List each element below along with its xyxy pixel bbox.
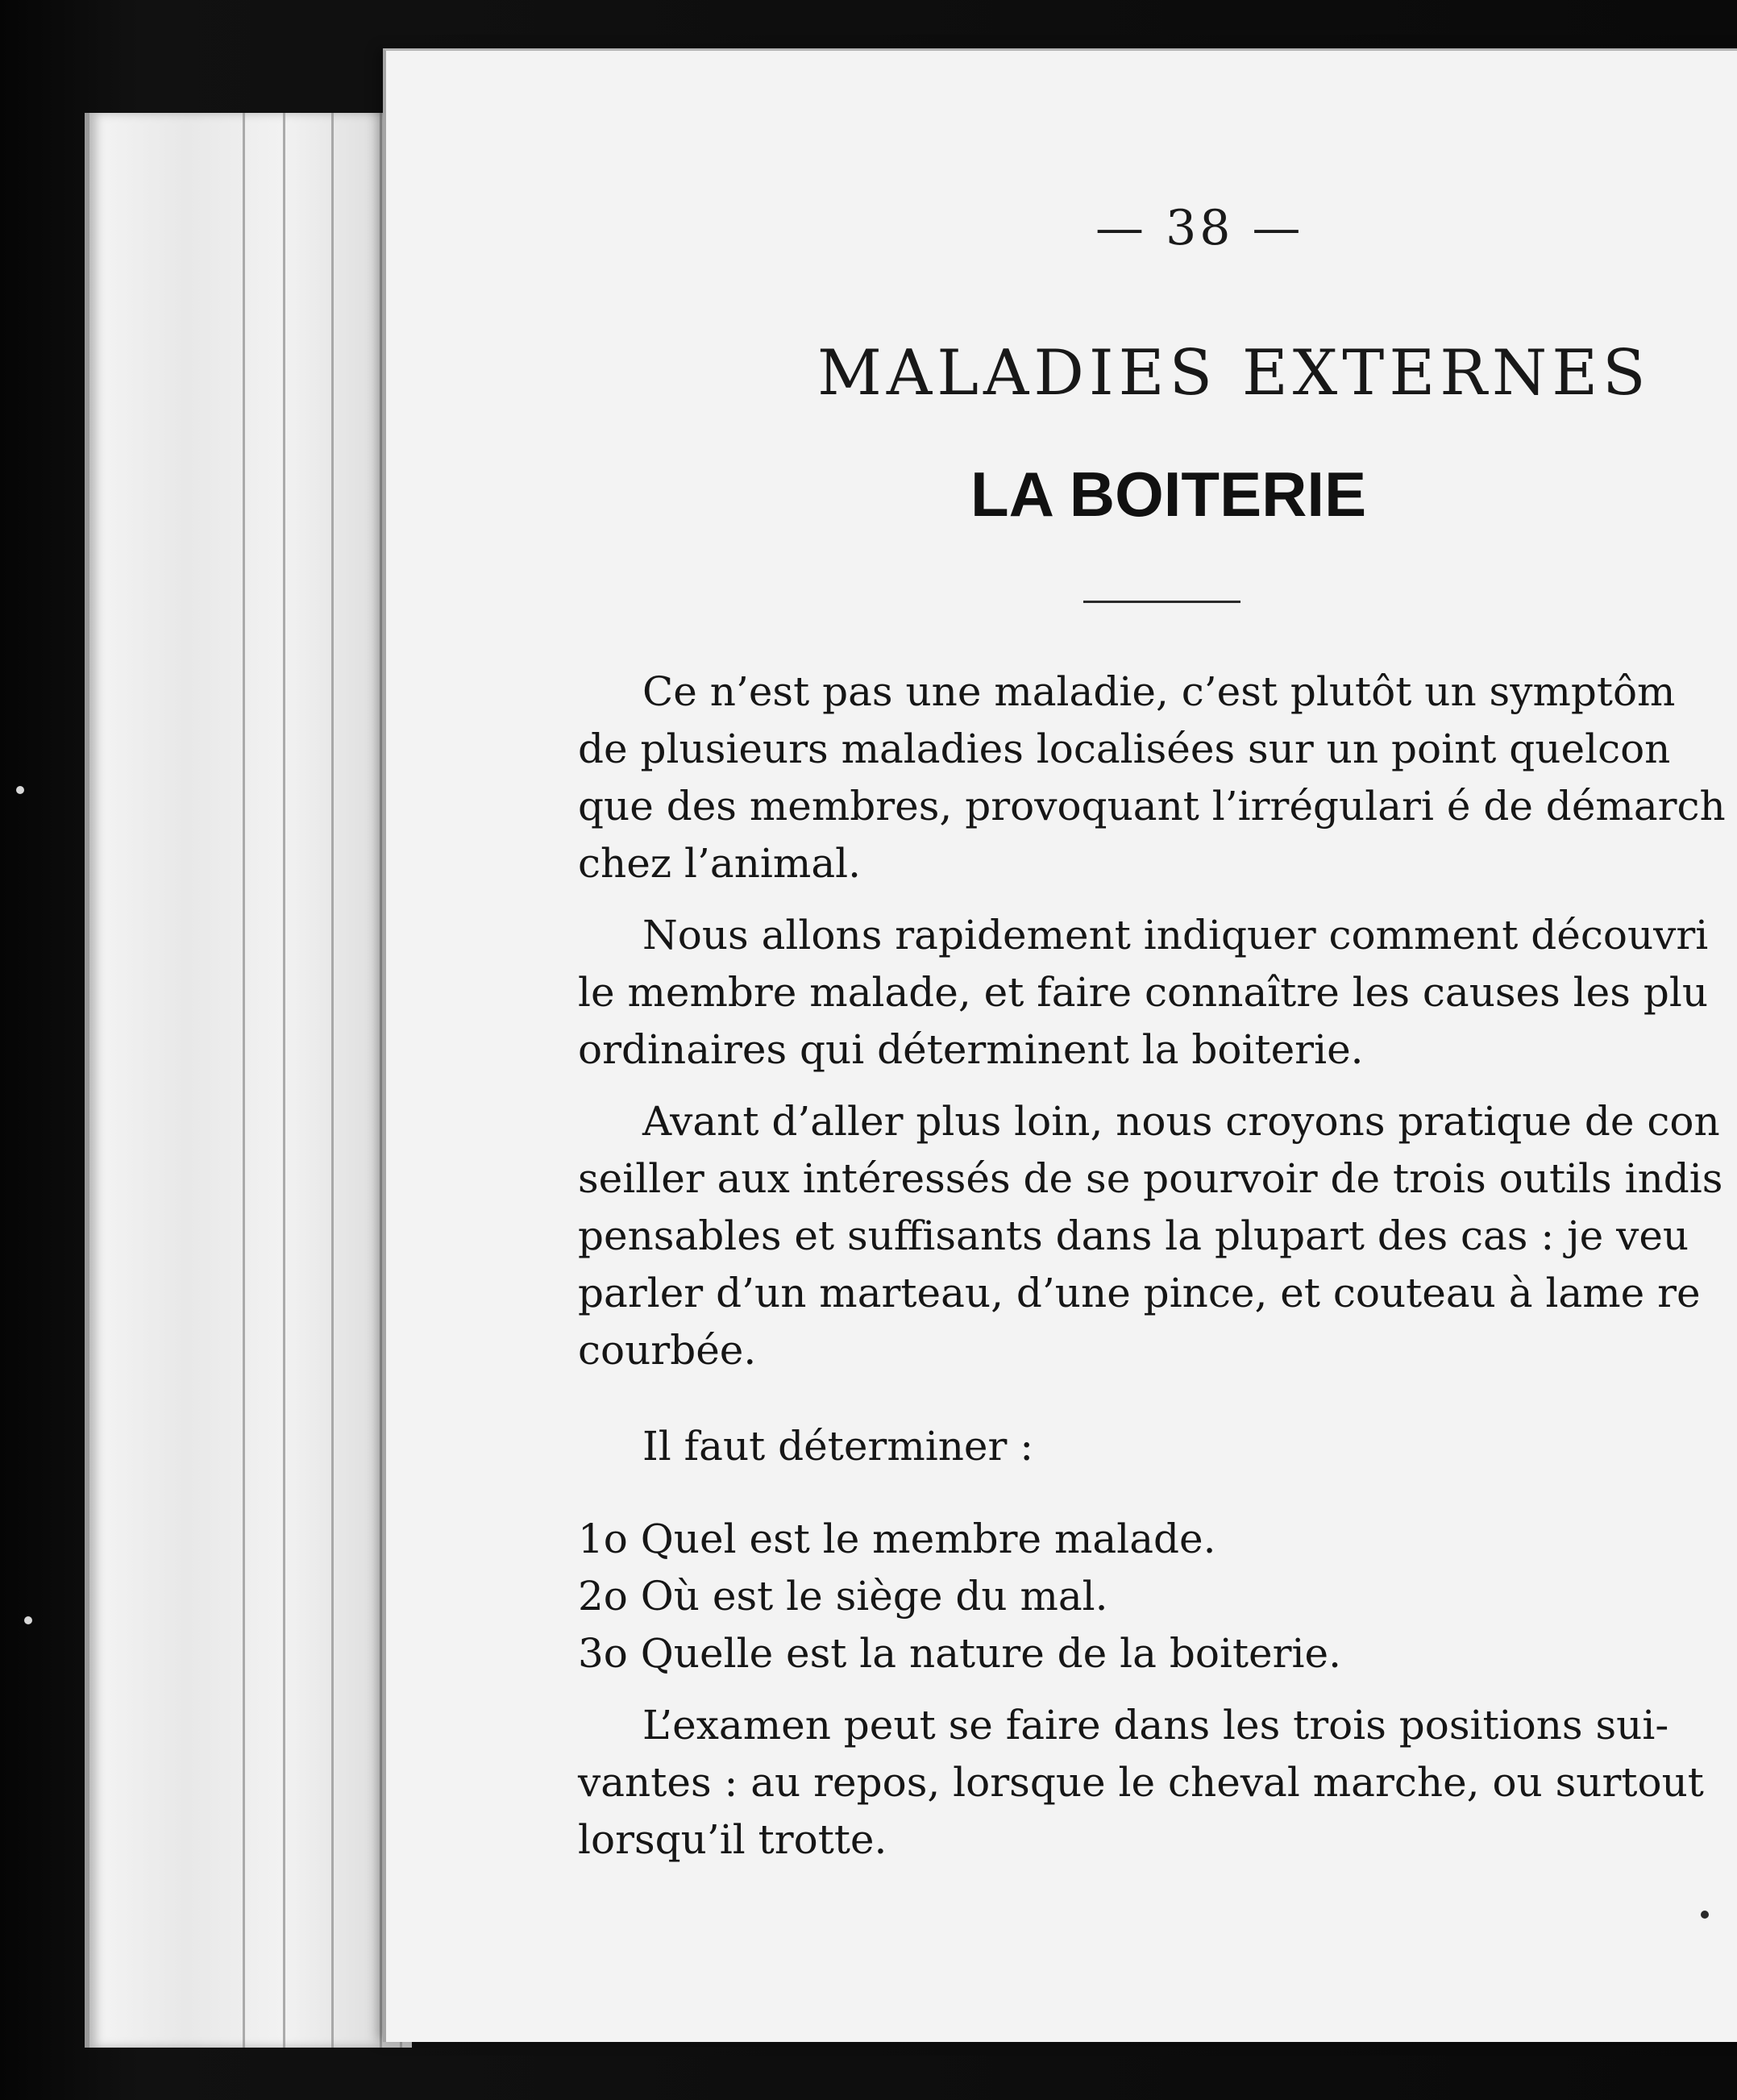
list-intro: Il faut déterminer : xyxy=(642,1423,1034,1470)
text-line: Avant d’aller plus loin, nous croyons pratique de con xyxy=(642,1098,1720,1145)
page-edge xyxy=(243,113,245,2048)
text-line: lorsqu’il trotte. xyxy=(578,1816,887,1863)
text-line: courbée. xyxy=(578,1327,757,1374)
paragraph xyxy=(578,907,1737,1079)
text-line: parler d’un marteau, d’une pince, et couteau à lame re xyxy=(578,1270,1701,1316)
text-line: de plusieurs maladies localisées sur un point quelcon xyxy=(578,726,1671,772)
page-number: — 38 — xyxy=(1095,200,1304,256)
scan-speck xyxy=(16,786,24,794)
scan-speck xyxy=(24,1616,32,1624)
page-edge xyxy=(331,113,334,2048)
text-line: que des membres, provoquant l’irrégulari é de démarch xyxy=(578,783,1726,830)
text-line: L’examen peut se faire dans les trois positions sui- xyxy=(642,1702,1669,1749)
title-divider xyxy=(1083,601,1240,603)
text-line: vantes : au repos, lorsque le cheval marche, ou surtout xyxy=(578,1759,1704,1806)
numbered-list xyxy=(578,1511,1737,1682)
text-line: le membre malade, et faire connaître les causes les plu xyxy=(578,969,1709,1016)
paragraph xyxy=(578,1093,1737,1379)
text-line: seiller aux intéressés de se pourvoir de trois outils indis xyxy=(578,1155,1723,1202)
list-item: 1o Quel est le membre malade. xyxy=(578,1516,1216,1562)
scan-speck xyxy=(1701,1911,1709,1919)
paragraph xyxy=(578,1697,1737,1869)
chapter-title: MALADIES EXTERNES xyxy=(817,337,1651,410)
text-line: Nous allons rapidement indiquer comment découvri xyxy=(642,912,1709,959)
text-line: Ce n’est pas une maladie, c’est plutôt un symptôm xyxy=(642,668,1676,715)
list-item: 2o Où est le siège du mal. xyxy=(578,1573,1108,1620)
paragraph xyxy=(578,663,1737,892)
text-line: pensables et suffisants dans la plupart des cas : je veu xyxy=(578,1212,1689,1259)
list-item: 3o Quelle est la nature de la boiterie. xyxy=(578,1630,1342,1677)
page-edge xyxy=(283,113,285,2048)
page-body xyxy=(578,663,1737,1883)
book-page xyxy=(383,48,1737,2042)
book-page-stack xyxy=(85,113,412,2048)
text-line: ordinaires qui déterminent la boiterie. xyxy=(578,1026,1364,1073)
section-title: LA BOITERIE xyxy=(970,459,1367,530)
text-line: chez l’animal. xyxy=(578,840,862,887)
page-edge xyxy=(380,113,382,2048)
